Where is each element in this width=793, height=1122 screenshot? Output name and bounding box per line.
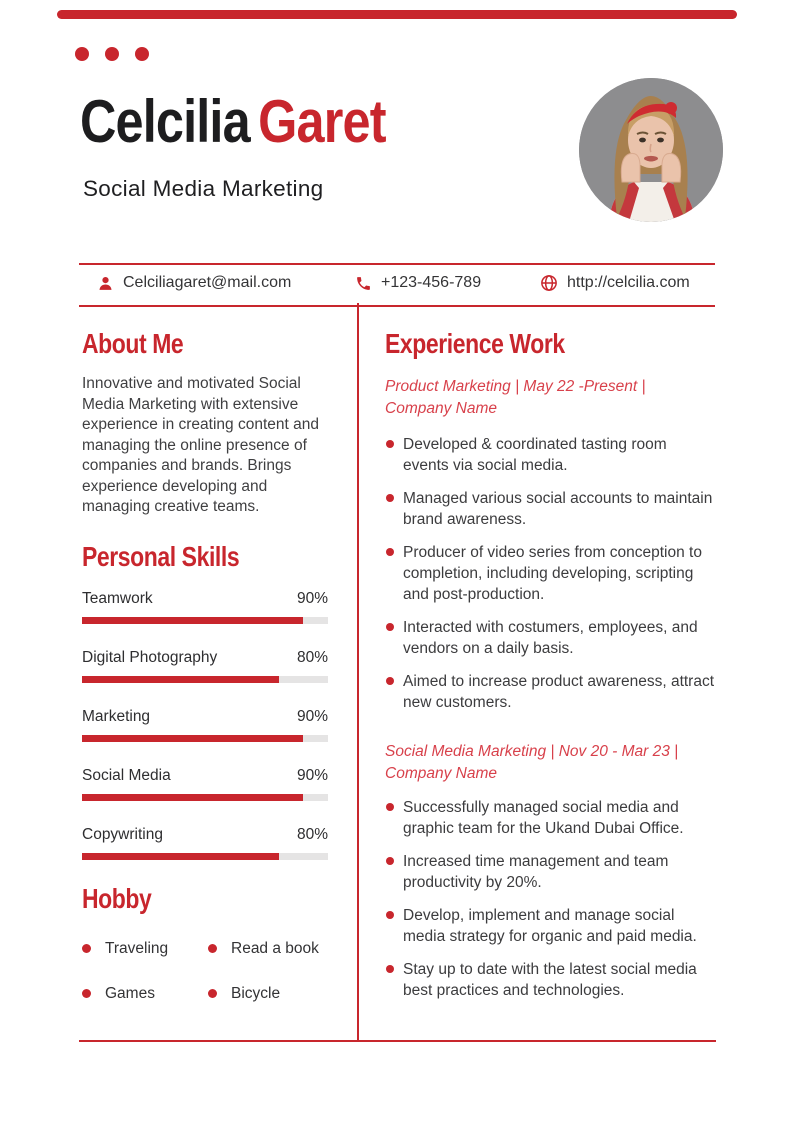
bullet-text: Interacted with costumers, employees, and vendors on a daily basis. — [403, 619, 698, 657]
skill-value: 90% — [296, 707, 328, 725]
hobby-item — [208, 985, 328, 1003]
skill-bar-fill — [82, 853, 279, 860]
person-icon — [97, 275, 114, 292]
column-divider — [357, 303, 359, 1042]
experience-bullet — [385, 797, 716, 839]
skill-label: Marketing — [82, 707, 151, 725]
hobby-label: Read a book — [231, 939, 319, 957]
top-accent-bar — [57, 10, 737, 19]
bullet-icon — [386, 440, 394, 448]
bullet-text: Producer of video series from conception to completion, including developing, scripting and post-production. — [403, 544, 702, 603]
last-name: Garet — [258, 88, 386, 155]
skill-label: Digital Photography — [82, 648, 218, 666]
skill-row — [82, 590, 328, 624]
person-name — [80, 89, 386, 155]
skill-bar-fill — [82, 617, 303, 624]
phone-text: +123-456-789 — [381, 274, 482, 291]
left-column — [82, 330, 328, 1003]
bullet-icon — [386, 911, 394, 919]
skill-bar-fill — [82, 735, 303, 742]
skill-bar-track — [82, 794, 328, 801]
bullet-icon — [386, 965, 394, 973]
job-bullets — [385, 434, 716, 713]
skill-value: 90% — [296, 766, 328, 784]
skill-row — [82, 649, 328, 683]
bullet-text: Aimed to increase product awareness, attract new customers. — [403, 673, 715, 711]
email-text: Celciliagaret@mail.com — [123, 274, 292, 291]
bullet-icon — [208, 989, 217, 998]
globe-icon — [540, 274, 558, 292]
skill-row — [82, 708, 328, 742]
skill-bar-fill — [82, 794, 303, 801]
contact-website — [540, 265, 690, 301]
bullet-text: Increased time management and team productivity by 20%. — [403, 853, 669, 891]
about-heading: About Me — [82, 328, 184, 359]
skill-value: 80% — [296, 825, 328, 843]
bullet-icon — [386, 623, 394, 631]
hobby-list — [82, 940, 328, 1003]
dot-icon — [135, 47, 149, 61]
skills-section — [82, 540, 328, 860]
bullet-text: Develop, implement and manage social media strategy for organic and paid media. — [403, 907, 697, 945]
hobby-label: Bicycle — [231, 984, 281, 1002]
hobby-item — [208, 940, 328, 958]
skill-label: Copywriting — [82, 825, 163, 843]
contact-email — [97, 265, 291, 301]
skill-bar-track — [82, 853, 328, 860]
skill-bar-track — [82, 735, 328, 742]
skill-row — [82, 826, 328, 860]
bullet-icon — [386, 803, 394, 811]
skill-row — [82, 767, 328, 801]
bottom-rule — [79, 1040, 716, 1042]
bullet-text: Managed various social accounts to maintain brand awareness. — [403, 490, 713, 528]
contact-phone — [355, 265, 481, 301]
right-column — [385, 330, 716, 1013]
bullet-icon — [386, 548, 394, 556]
bullet-icon — [208, 944, 217, 953]
dot-icon — [75, 47, 89, 61]
profile-photo — [579, 78, 723, 222]
experience-heading: Experience Work — [385, 328, 565, 359]
decorative-dots — [75, 47, 149, 61]
job-title: Social Media Marketing — [83, 176, 324, 201]
job-subtitle: Product Marketing | May 22 -Present | Company Name — [385, 378, 646, 417]
experience-bullet — [385, 851, 716, 893]
hobby-heading: Hobby — [82, 882, 152, 914]
skill-bar-track — [82, 676, 328, 683]
phone-icon — [355, 275, 372, 292]
skill-bar-track — [82, 617, 328, 624]
bullet-text: Successfully managed social media and graphic team for the Ukand Dubai Office. — [403, 799, 684, 837]
hobby-item — [82, 985, 208, 1003]
about-text: Innovative and motivated Social Media Marketing with extensive experience in creating content and managing the online presence of companies and brands. Brings experience developing and managing creative teams. — [82, 375, 319, 515]
skill-value: 80% — [296, 648, 328, 666]
bullet-text: Stay up to date with the latest social media best practices and technologies. — [403, 961, 697, 999]
website-text: http://celcilia.com — [567, 274, 690, 291]
experience-bullet — [385, 671, 716, 713]
bullet-text: Developed & coordinated tasting room events via social media. — [403, 436, 667, 474]
experience-bullet — [385, 542, 716, 605]
bullet-icon — [82, 989, 91, 998]
portrait-illustration — [579, 78, 723, 222]
experience-bullet — [385, 617, 716, 659]
hobby-label: Traveling — [105, 939, 169, 957]
experience-bullet — [385, 959, 716, 1001]
experience-bullet — [385, 905, 716, 947]
skill-bar-fill — [82, 676, 279, 683]
first-name: Celcilia — [80, 88, 250, 155]
contact-bar — [79, 263, 715, 307]
experience-bullet — [385, 488, 716, 530]
skills-heading: Personal Skills — [82, 540, 240, 572]
hobby-section — [82, 882, 328, 1003]
bullet-icon — [386, 857, 394, 865]
job-bullets — [385, 797, 716, 1001]
skill-label: Teamwork — [82, 589, 153, 607]
experience-bullet — [385, 434, 716, 476]
bullet-icon — [386, 677, 394, 685]
hobby-label: Games — [105, 984, 155, 1002]
bullet-icon — [82, 944, 91, 953]
skill-value: 90% — [296, 589, 328, 607]
skill-label: Social Media — [82, 766, 171, 784]
bullet-icon — [386, 494, 394, 502]
job-subtitle: Social Media Marketing | Nov 20 - Mar 23 | Company Name — [385, 743, 679, 782]
hobby-item — [82, 940, 208, 958]
dot-icon — [105, 47, 119, 61]
